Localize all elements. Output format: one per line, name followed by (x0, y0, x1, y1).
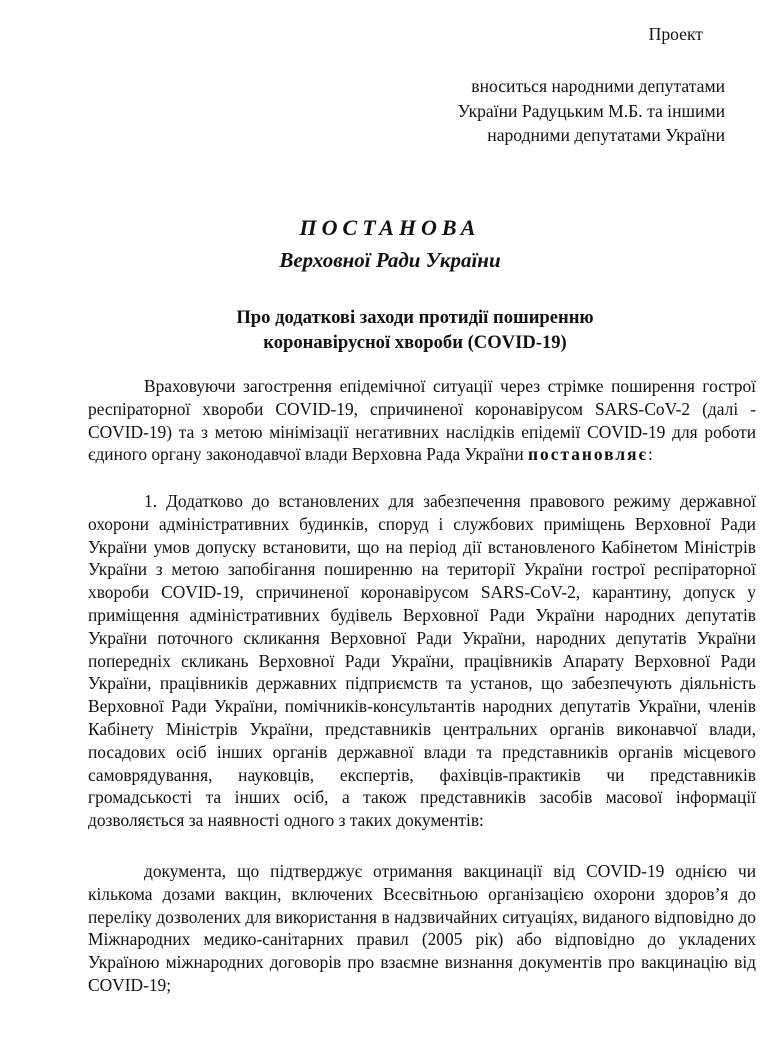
title-line: Про додаткові заходи протидії поширенню (236, 307, 594, 328)
draft-label: Проект (648, 24, 703, 44)
resolves-word: постановляє (528, 444, 649, 465)
clause-1-paragraph (88, 490, 756, 832)
clause-1-item-paragraph (88, 860, 756, 997)
submitter-block (400, 74, 725, 148)
clause-1-item-text: документа, що підтверджує отримання вакцинації від COVID-19 однією чи кількома дозами вакцин, включених Всесвітньою організацією охорони здоров’я до переліку дозволених для використання в надзвичайних ситуаціях, виданого відповідно до Міжнародних медико-санітарних правил (2005 рік) або відповідно до укладених Україною міжнародних договорів про взаємне визнання документів про вакцинацію від COVID-19; (88, 861, 756, 995)
document-type: ПОСТАНОВА (299, 215, 481, 240)
preamble-text: Враховуючи загострення епідемічної ситуації через стрімке поширення гострої респіраторної хвороби COVID-19, спричиненої коронавірусом SARS-CoV-2 (далі - COVID-19) та з метою мінімізації негативних наслідків епідемії COVID-19 для роботи єдиного органу законодавчої влади Верховна Рада України (88, 376, 756, 465)
preamble-paragraph (88, 375, 756, 466)
submitter-line: вноситься народними депутатами (471, 76, 725, 96)
title-line: коронавірусної хвороби (COVID-19) (263, 332, 567, 353)
document-issuer: Верховної Ради України (279, 248, 501, 272)
resolves-punct: : (648, 444, 653, 465)
document-title (0, 305, 780, 355)
submitter-line: України Радуцьким М.Б. та іншими (457, 100, 725, 121)
submitter-line: народними депутатами України (487, 125, 725, 145)
clause-1-text: 1. Додатково до встановлених для забезпечення правового режиму державної охорони адміністративних будинків, споруд і службових приміщень Верховної Ради України умов допуску встановити, що на період дії встановленого Кабінетом Міністрів України з метою запобігання поширенню на території України гострої респіраторної хвороби COVID-19, спричиненої коронавірусом SARS-CoV-2, карантину, допуск у приміщення адміністративних будівель Верховної Ради України народних депутатів України поточного скликання Верховної Ради України, народних депутатів України попередніх скликань Верховної Ради України, працівників Апарату Верховної Ради України, працівників державних підприємств та установ, що забезпечують діяльність Верховної Ради України, помічників-консультантів народних депутатів України, членів Кабінету Міністрів України, представників центральних органів виконавчої влади, посадових осіб інших органів державної влади та представників органів місцевого самоврядування, науковців, експертів, фахівців-практиків чи представників громадськості та інших осіб, а також представників засобів масової інформації дозволяється за наявності одного з таких документів: (88, 491, 756, 831)
